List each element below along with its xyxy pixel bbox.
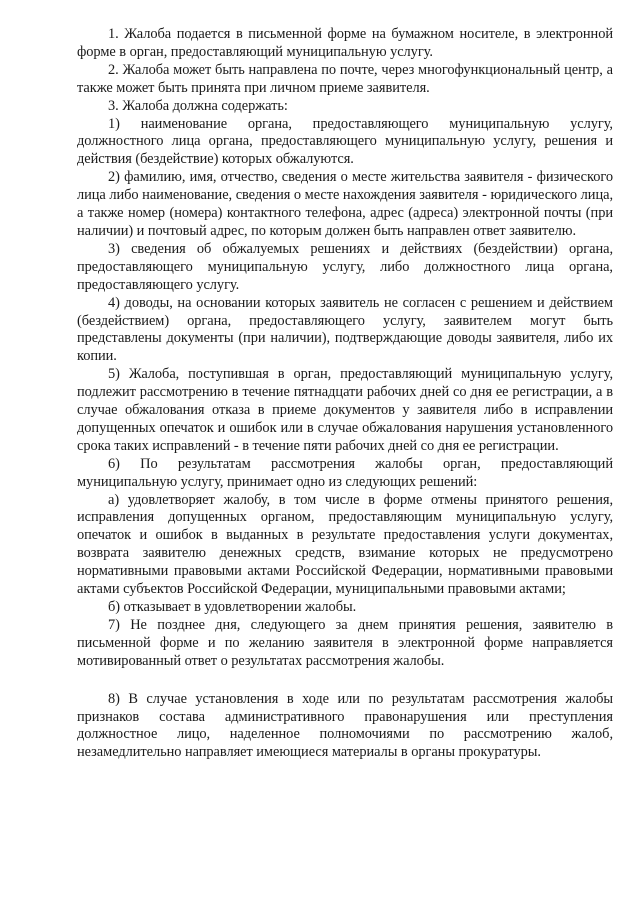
paragraph-1-complaint-form: 1. Жалоба подается в письменной форме на бумажном носителе, в электронной форме в орган, предоставляющий муниципальную услугу. [77,26,613,60]
document-page [77,26,613,762]
subitem-1-authority-name: 1) наименование органа, предоставляющего муниципальную услугу, должностного лица органа, предоставляющего муниципальную услугу, решения и действия (бездействие) которых обжалуются. [77,115,613,168]
subitem-4-arguments: 4) доводы, на основании которых заявитель не согласен с решением и действием (бездействием) органа, предоставляющего услугу, заявителем могут быть представлены документы (при наличии), подтверждающие доводы заявителя, либо их копии. [77,294,613,365]
subitem-5-review-period: 5) Жалоба, поступившая в орган, предоставляющий муниципальную услугу, подлежит рассмотрению в течение пятнадцати рабочих дней со дня ее регистрации, а в случае обжалования отказа в приеме документов у заявителя либо в исправлении допущенных опечаток и ошибок или в случае обжалования нарушения установленного срока таких исправлений - в течение пяти рабочих дней со дня ее регистрации. [77,366,613,454]
option-a-satisfy-complaint: а) удовлетворяет жалобу, в том числе в форме отмены принятого решения, исправления допущенных органом, предоставляющим муниципальную услугу, опечаток и ошибок в выданных в результате предоставления услуги документах, возврата заявителю денежных средств, взимание которых не предусмотрено нормативными правовыми актами Российской Федерации, нормативными правовыми актами субъектов Российской Федерации, муниципальными правовыми актами; [77,491,613,598]
subitem-8-prosecutor-referral: 8) В случае установления в ходе или по результатам рассмотрения жалобы признаков состава административного правонарушения или преступления должностное лицо, наделенное полномочиями по рассмотрению жалоб, незамедлительно направляет имеющиеся материалы в органы прокуратуры. [77,690,613,761]
subitem-2-applicant-details: 2) фамилию, имя, отчество, сведения о месте жительства заявителя - физического лица либо наименование, сведения о месте нахождения заявителя - юридического лица, а также номер (номера) контактного телефона, адрес (адреса) электронной почты (при наличии) и почтовый адрес, по которым должен быть направлен ответ заявителю. [77,169,613,239]
subitem-3-appealed-decisions: 3) сведения об обжалуемых решениях и действиях (бездействии) органа, предоставляющего муниципальную услугу, либо должностного лица органа, предоставляющего услугу. [77,240,613,293]
paragraph-3-complaint-contents: 3. Жалоба должна содержать: [108,97,288,114]
paragraph-spacer [77,671,613,691]
option-b-reject-complaint: б) отказывает в удовлетворении жалобы. [108,599,357,615]
subitem-7-response-deadline: 7) Не позднее дня, следующего за днем принятия решения, заявителю в письменной форме и по желанию заявителя в электронной форме направляется мотивированный ответ о результатах рассмотрения жалобы. [77,616,613,669]
subitem-6-review-results: 6) По результатам рассмотрения жалобы орган, предоставляющий муниципальную услугу, принимает одно из следующих решений: [77,455,613,490]
paragraph-2-complaint-submission: 2. Жалоба может быть направлена по почте, через многофункциональный центр, а также может быть принята при личном приеме заявителя. [77,61,613,96]
